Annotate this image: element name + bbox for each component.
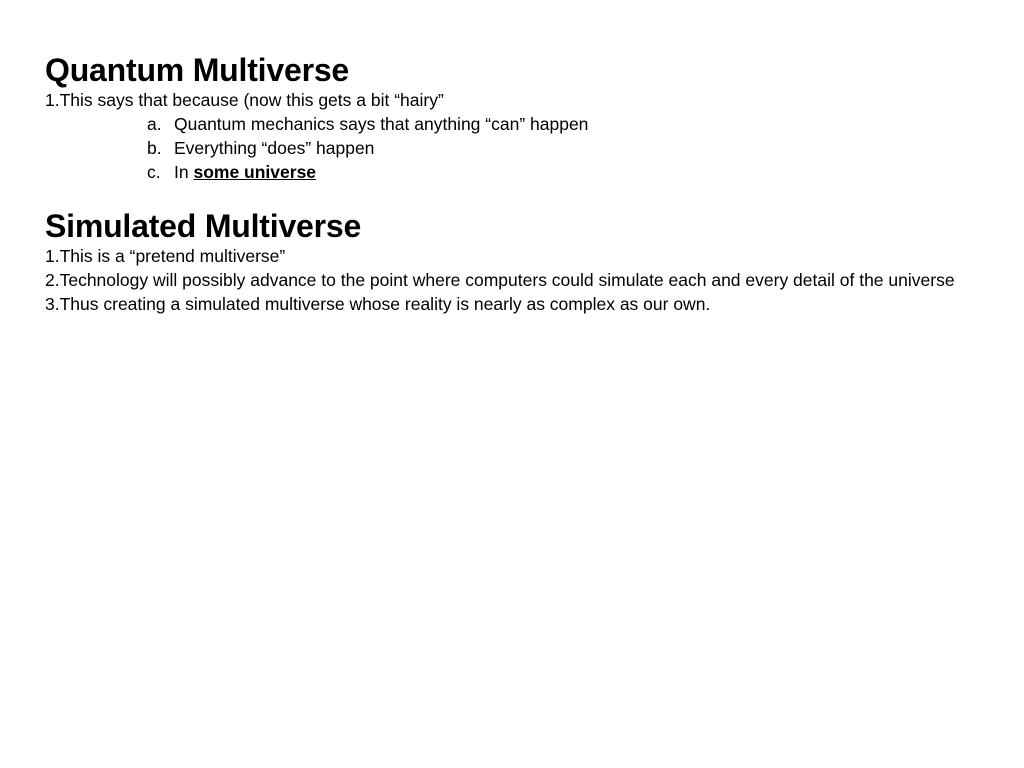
sub-list-text: In — [174, 162, 194, 182]
sub-list-marker: a. — [147, 114, 162, 134]
sub-list-item — [45, 136, 985, 160]
section-heading-simulated-multiverse: Simulated Multiverse — [45, 208, 362, 244]
section-spacer — [45, 184, 985, 208]
sub-list-item — [45, 112, 985, 136]
sub-list-text: Quantum mechanics says that anything “can” happen — [174, 114, 589, 134]
emphasized-text: some universe — [193, 162, 317, 182]
list-item: 2.Technology will possibly advance to the point where computers could simulate each and every detail of the universe — [45, 270, 955, 290]
sub-list-marker: c. — [147, 162, 161, 182]
sub-list-text: Everything “does” happen — [174, 138, 375, 158]
list-item: 1.This says that because (now this gets a bit “hairy” — [45, 90, 444, 110]
section-heading-quantum-multiverse: Quantum Multiverse — [45, 52, 350, 88]
slide-content — [45, 52, 985, 316]
list-item: 1.This is a “pretend multiverse” — [45, 246, 286, 266]
sub-list-item — [45, 160, 985, 184]
sub-list-marker: b. — [147, 138, 162, 158]
list-item: 3.Thus creating a simulated multiverse whose reality is nearly as complex as our own. — [45, 294, 711, 314]
